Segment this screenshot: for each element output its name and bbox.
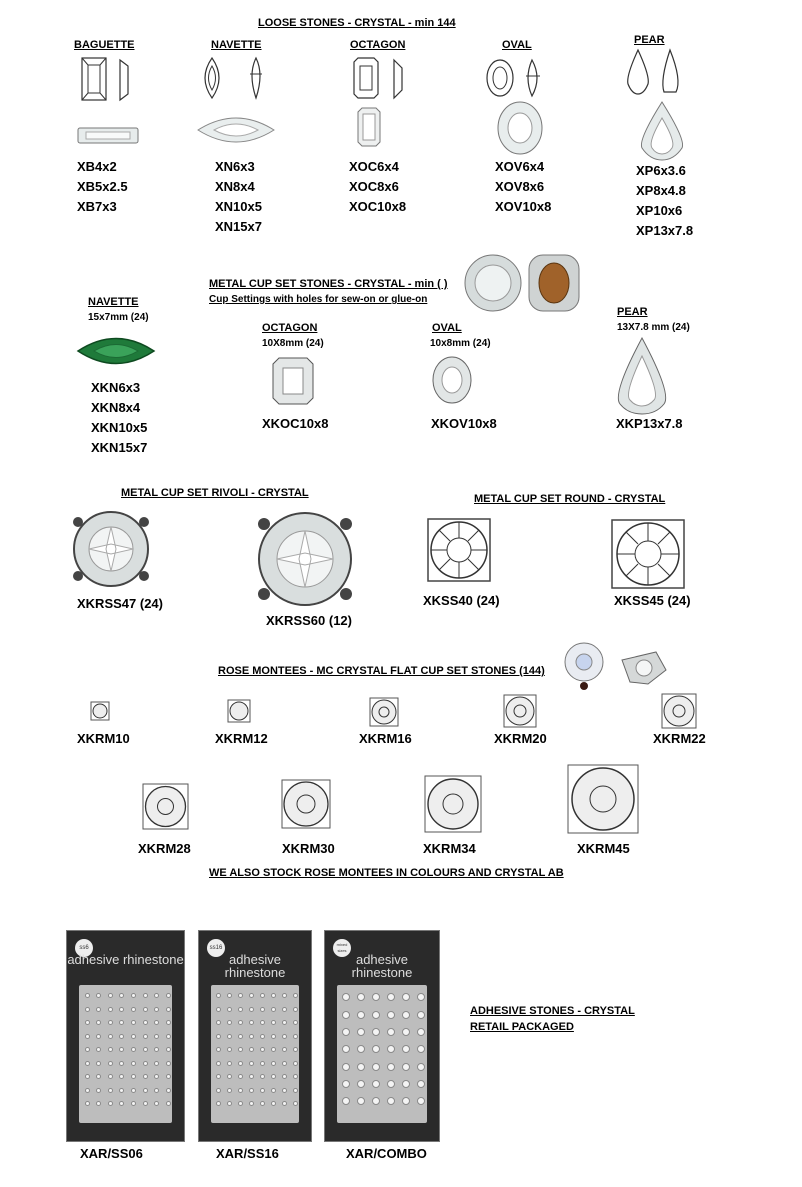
- pear-codes: [636, 161, 693, 241]
- rhinestone-dot: [108, 1047, 113, 1052]
- package-stone-card: [79, 985, 172, 1123]
- rhinestone-dot: [249, 1020, 254, 1025]
- cup-oval-image: [432, 356, 472, 404]
- rhinestone-dot: [372, 1097, 380, 1105]
- rivoli-60-image: [256, 510, 354, 608]
- rhinestone-dot: [282, 1020, 287, 1025]
- rhinestone-dot: [154, 1007, 159, 1012]
- rhinestone-dot: [238, 1074, 243, 1079]
- rhinestone-dot: [238, 1088, 243, 1093]
- rose-title: ROSE MONTEES - MC CRYSTAL FLAT CUP SET STONES (144): [218, 665, 545, 677]
- rhinestone-dot: [238, 1020, 243, 1025]
- pear-stone-image: [624, 50, 694, 162]
- rhinestone-dot: [85, 1061, 90, 1066]
- rhinestone-dot: [166, 1020, 171, 1025]
- cup-stones-subtitle: Cup Settings with holes for sew-on or glue-on: [209, 294, 428, 305]
- rose-10-image: [91, 702, 109, 720]
- rivoli-47-image: [72, 510, 150, 588]
- package-size-badge: ss6: [75, 939, 93, 957]
- rhinestone-dot: [143, 1061, 148, 1066]
- rhinestone-dot: [96, 1061, 101, 1066]
- cup-octagon-label: OCTAGON: [262, 322, 318, 334]
- rhinestone-dot: [260, 1020, 265, 1025]
- rhinestone-dot: [96, 1020, 101, 1025]
- cup-oval-label: OVAL: [432, 322, 462, 334]
- rhinestone-dot: [342, 1080, 350, 1088]
- round-45-image: [612, 520, 684, 588]
- code-item: XOC8x6: [349, 179, 399, 194]
- rhinestone-dot: [357, 1011, 365, 1019]
- rhinestone-dot: [271, 1074, 276, 1079]
- rhinestone-dot: [387, 1097, 395, 1105]
- baguette-stone-image: [82, 58, 142, 150]
- rhinestone-dot: [417, 1011, 425, 1019]
- adhesive-combo-code: XAR/COMBO: [346, 1146, 427, 1161]
- cup-octagon-code: XKOC10x8: [262, 416, 329, 431]
- rhinestone-dot: [372, 1045, 380, 1053]
- rhinestone-dot: [166, 993, 171, 998]
- code-item: XN15x7: [215, 219, 262, 234]
- loose-stones-title: LOOSE STONES - CRYSTAL - min 144: [258, 17, 456, 29]
- rhinestone-dot: [372, 1011, 380, 1019]
- rhinestone-dot: [342, 993, 350, 1001]
- rhinestone-dot: [85, 993, 90, 998]
- rhinestone-dot: [131, 1088, 136, 1093]
- code-item: XB4x2: [77, 159, 117, 174]
- cup-oval-size: 10x8mm (24): [430, 338, 491, 349]
- package-title: adhesive rhinestone: [351, 952, 413, 980]
- code-item: XKN6x3: [91, 380, 141, 395]
- rhinestone-dot: [342, 1045, 350, 1053]
- rhinestone-dot: [402, 1063, 410, 1071]
- rhinestone-dot: [372, 993, 380, 1001]
- rhinestone-dot: [249, 1101, 254, 1106]
- rhinestone-dot: [282, 1061, 287, 1066]
- rhinestone-dot: [143, 993, 148, 998]
- octagon-codes: [349, 157, 406, 217]
- rhinestone-dot: [85, 1020, 90, 1025]
- rhinestone-dot: [216, 1047, 221, 1052]
- rhinestone-dot: [227, 1101, 232, 1106]
- rhinestone-dot: [119, 1101, 124, 1106]
- rhinestone-dot: [96, 993, 101, 998]
- cup-pear-code: XKP13x7.8: [616, 416, 683, 431]
- rhinestone-dot: [387, 1028, 395, 1036]
- adhesive-package-combo: [324, 930, 440, 1142]
- adhesive-package-ss16: [198, 930, 312, 1142]
- rhinestone-dot: [342, 1063, 350, 1071]
- baguette-codes: [77, 157, 128, 217]
- code-item: XN8x4: [215, 179, 255, 194]
- code-item: XB7x3: [77, 199, 117, 214]
- rhinestone-dot: [131, 1020, 136, 1025]
- rhinestone-dot: [154, 1101, 159, 1106]
- rhinestone-dot: [271, 1020, 276, 1025]
- rhinestone-dot: [154, 1074, 159, 1079]
- cup-octagon-image: [273, 358, 313, 404]
- rhinestone-dot: [417, 1063, 425, 1071]
- rhinestone-dot: [282, 1047, 287, 1052]
- rhinestone-dot: [227, 1020, 232, 1025]
- rose-34-image: [425, 776, 481, 832]
- cup-navette-image: [78, 330, 154, 372]
- rhinestone-dot: [131, 1007, 136, 1012]
- rhinestone-dot: [402, 1045, 410, 1053]
- cup-navette-codes: [91, 378, 147, 458]
- package-stone-card: [337, 985, 427, 1123]
- rose-30-image: [282, 780, 330, 828]
- rhinestone-dot: [282, 1088, 287, 1093]
- rose-16-code: XKRM16: [359, 731, 412, 746]
- adhesive-ss06-code: XAR/SS06: [80, 1146, 143, 1161]
- rhinestone-dot: [216, 993, 221, 998]
- rhinestone-dot: [216, 1020, 221, 1025]
- rhinestone-dot: [271, 993, 276, 998]
- round-45-code: XKSS45 (24): [614, 593, 691, 608]
- rhinestone-dot: [260, 1101, 265, 1106]
- rhinestone-dot: [108, 1020, 113, 1025]
- rhinestone-dot: [96, 1007, 101, 1012]
- rhinestone-dot: [293, 1101, 298, 1106]
- cup-pear-size: 13X7.8 mm (24): [617, 322, 690, 333]
- rose-20-image: [504, 695, 536, 727]
- rhinestone-dot: [119, 1034, 124, 1039]
- rhinestone-dot: [249, 1034, 254, 1039]
- rhinestone-dot: [357, 1045, 365, 1053]
- rose-30-code: XKRM30: [282, 841, 335, 856]
- rhinestone-dot: [143, 1074, 148, 1079]
- rhinestone-dot: [238, 1101, 243, 1106]
- rhinestone-dot: [227, 1007, 232, 1012]
- rhinestone-dot: [417, 993, 425, 1001]
- rivoli-60-code: XKRSS60 (12): [266, 613, 352, 628]
- adhesive-subtitle: RETAIL PACKAGED: [470, 1021, 574, 1033]
- rhinestone-dot: [143, 1101, 148, 1106]
- rhinestone-dot: [119, 1007, 124, 1012]
- adhesive-package-ss06: [66, 930, 185, 1142]
- rhinestone-dot: [238, 993, 243, 998]
- rhinestone-dot: [417, 1080, 425, 1088]
- rhinestone-dot: [271, 1088, 276, 1093]
- rhinestone-dot: [238, 1061, 243, 1066]
- navette-codes: [215, 157, 262, 237]
- rhinestone-dot: [238, 1047, 243, 1052]
- rhinestone-dot: [108, 1074, 113, 1079]
- package-title: adhesive rhinestone: [224, 952, 286, 980]
- rivoli-title: METAL CUP SET RIVOLI - CRYSTAL: [121, 487, 309, 499]
- rhinestone-dot: [282, 1101, 287, 1106]
- rhinestone-dot: [85, 1007, 90, 1012]
- rhinestone-dot: [216, 1101, 221, 1106]
- rhinestone-dot: [96, 1034, 101, 1039]
- rhinestone-dot: [154, 993, 159, 998]
- rhinestone-dot: [227, 1061, 232, 1066]
- rhinestone-dot: [249, 1061, 254, 1066]
- rhinestone-dot: [387, 1063, 395, 1071]
- rhinestone-dot: [293, 1020, 298, 1025]
- rhinestone-dot: [108, 1007, 113, 1012]
- round-40-code: XKSS40 (24): [423, 593, 500, 608]
- rhinestone-dot: [402, 1011, 410, 1019]
- rhinestone-dot: [85, 1088, 90, 1093]
- rose-colours-note: WE ALSO STOCK ROSE MONTEES IN COLOURS AND CRYSTAL AB: [209, 867, 564, 879]
- rhinestone-dot: [260, 1034, 265, 1039]
- rhinestone-dot: [227, 1047, 232, 1052]
- rhinestone-dot: [372, 1028, 380, 1036]
- rhinestone-dot: [108, 993, 113, 998]
- rose-20-code: XKRM20: [494, 731, 547, 746]
- rhinestone-dot: [260, 1061, 265, 1066]
- code-item: XP13x7.8: [636, 223, 694, 238]
- rose-34-code: XKRM34: [423, 841, 476, 856]
- cup-pear-image: [616, 338, 668, 416]
- rhinestone-dot: [282, 1074, 287, 1079]
- rhinestone-dot: [108, 1101, 113, 1106]
- rhinestone-dot: [249, 1088, 254, 1093]
- rhinestone-dot: [119, 1047, 124, 1052]
- cup-stones-title: METAL CUP SET STONES - CRYSTAL - min ( ): [209, 278, 448, 290]
- rose-12-image: [228, 700, 250, 722]
- oval-stone-image: [486, 58, 556, 158]
- adhesive-ss16-code: XAR/SS16: [216, 1146, 279, 1161]
- rhinestone-dot: [108, 1088, 113, 1093]
- rhinestone-dot: [96, 1074, 101, 1079]
- rhinestone-dot: [402, 1080, 410, 1088]
- rivoli-47-code: XKRSS47 (24): [77, 596, 163, 611]
- package-stone-card: [211, 985, 299, 1123]
- rhinestone-dot: [154, 1061, 159, 1066]
- rhinestone-dot: [293, 993, 298, 998]
- rhinestone-dot: [372, 1080, 380, 1088]
- rhinestone-dot: [143, 1047, 148, 1052]
- rhinestone-dot: [227, 1034, 232, 1039]
- rhinestone-dot: [387, 993, 395, 1001]
- rhinestone-dot: [260, 993, 265, 998]
- rhinestone-dot: [216, 1074, 221, 1079]
- cup-setting-example-image: [463, 252, 583, 314]
- rhinestone-dot: [387, 1080, 395, 1088]
- rhinestone-dot: [293, 1074, 298, 1079]
- rhinestone-dot: [96, 1101, 101, 1106]
- rhinestone-dot: [249, 1007, 254, 1012]
- rhinestone-dot: [131, 1101, 136, 1106]
- cup-pear-label: PEAR: [617, 306, 648, 318]
- rhinestone-dot: [271, 1061, 276, 1066]
- rose-45-code: XKRM45: [577, 841, 630, 856]
- rhinestone-dot: [119, 1088, 124, 1093]
- rose-22-code: XKRM22: [653, 731, 706, 746]
- rhinestone-dot: [131, 1034, 136, 1039]
- rhinestone-dot: [85, 1101, 90, 1106]
- rhinestone-dot: [131, 1061, 136, 1066]
- rhinestone-dot: [282, 993, 287, 998]
- rhinestone-dot: [249, 1047, 254, 1052]
- navette-label: NAVETTE: [211, 39, 262, 51]
- rhinestone-dot: [387, 1011, 395, 1019]
- rhinestone-dot: [342, 1028, 350, 1036]
- rhinestone-dot: [293, 1088, 298, 1093]
- code-item: XP8x4.8: [636, 183, 686, 198]
- round-title: METAL CUP SET ROUND - CRYSTAL: [474, 493, 666, 505]
- package-title: adhesive rhinestone: [67, 952, 184, 967]
- rhinestone-dot: [154, 1047, 159, 1052]
- rhinestone-dot: [238, 1007, 243, 1012]
- rhinestone-dot: [96, 1047, 101, 1052]
- rose-28-image: [143, 784, 188, 829]
- rhinestone-dot: [402, 1028, 410, 1036]
- rhinestone-dot: [143, 1007, 148, 1012]
- rhinestone-dot: [166, 1034, 171, 1039]
- rhinestone-dot: [85, 1074, 90, 1079]
- pear-label: PEAR: [634, 34, 665, 46]
- rhinestone-dot: [260, 1088, 265, 1093]
- rhinestone-dot: [143, 1020, 148, 1025]
- rhinestone-dot: [357, 1063, 365, 1071]
- code-item: XKN15x7: [91, 440, 148, 455]
- rhinestone-dot: [282, 1007, 287, 1012]
- rhinestone-dot: [216, 1061, 221, 1066]
- rhinestone-dot: [166, 1061, 171, 1066]
- code-item: XKN8x4: [91, 400, 141, 415]
- rhinestone-dot: [85, 1034, 90, 1039]
- rhinestone-dot: [293, 1061, 298, 1066]
- round-40-image: [428, 519, 490, 581]
- rhinestone-dot: [216, 1034, 221, 1039]
- oval-label: OVAL: [502, 39, 532, 51]
- rhinestone-dot: [85, 1047, 90, 1052]
- rhinestone-dot: [249, 1074, 254, 1079]
- rhinestone-dot: [342, 1011, 350, 1019]
- rhinestone-dot: [166, 1047, 171, 1052]
- rose-12-code: XKRM12: [215, 731, 268, 746]
- rhinestone-dot: [238, 1034, 243, 1039]
- rhinestone-dot: [96, 1088, 101, 1093]
- rhinestone-dot: [282, 1034, 287, 1039]
- code-item: XP10x6: [636, 203, 683, 218]
- rhinestone-dot: [271, 1101, 276, 1106]
- rhinestone-dot: [271, 1007, 276, 1012]
- rhinestone-dot: [417, 1045, 425, 1053]
- rhinestone-dot: [119, 1074, 124, 1079]
- rhinestone-dot: [154, 1034, 159, 1039]
- cup-navette-size: 15x7mm (24): [88, 312, 149, 323]
- rhinestone-dot: [402, 1097, 410, 1105]
- rhinestone-dot: [143, 1034, 148, 1039]
- code-item: XKN10x5: [91, 420, 148, 435]
- rhinestone-dot: [417, 1097, 425, 1105]
- baguette-label: BAGUETTE: [74, 39, 135, 51]
- rhinestone-dot: [131, 1047, 136, 1052]
- rhinestone-dot: [131, 1074, 136, 1079]
- rhinestone-dot: [357, 993, 365, 1001]
- rhinestone-dot: [227, 1088, 232, 1093]
- rhinestone-dot: [166, 1101, 171, 1106]
- code-item: XP6x3.6: [636, 163, 686, 178]
- rhinestone-dot: [271, 1034, 276, 1039]
- rhinestone-dot: [293, 1034, 298, 1039]
- rhinestone-dot: [357, 1080, 365, 1088]
- code-item: XOV8x6: [495, 179, 545, 194]
- code-item: XN6x3: [215, 159, 255, 174]
- code-item: XOC10x8: [349, 199, 407, 214]
- rhinestone-dot: [293, 1007, 298, 1012]
- cup-navette-label: NAVETTE: [88, 296, 139, 308]
- cup-oval-code: XKOV10x8: [431, 416, 497, 431]
- rhinestone-dot: [260, 1047, 265, 1052]
- rhinestone-dot: [143, 1088, 148, 1093]
- rhinestone-dot: [154, 1088, 159, 1093]
- rhinestone-dot: [357, 1028, 365, 1036]
- code-item: XN10x5: [215, 199, 262, 214]
- rose-montee-example-image: [560, 642, 670, 692]
- code-item: XOC6x4: [349, 159, 399, 174]
- rhinestone-dot: [387, 1045, 395, 1053]
- rhinestone-dot: [119, 1061, 124, 1066]
- adhesive-title: ADHESIVE STONES - CRYSTAL: [470, 1005, 635, 1017]
- rhinestone-dot: [108, 1034, 113, 1039]
- rhinestone-dot: [293, 1047, 298, 1052]
- rhinestone-dot: [342, 1097, 350, 1105]
- rose-28-code: XKRM28: [138, 841, 191, 856]
- rhinestone-dot: [417, 1028, 425, 1036]
- cup-octagon-size: 10X8mm (24): [262, 338, 324, 349]
- rhinestone-dot: [260, 1007, 265, 1012]
- package-size-badge: mixed sizes: [333, 939, 351, 957]
- rhinestone-dot: [249, 993, 254, 998]
- rhinestone-dot: [271, 1047, 276, 1052]
- rhinestone-dot: [166, 1074, 171, 1079]
- code-item: XOV10x8: [495, 199, 552, 214]
- rhinestone-dot: [372, 1063, 380, 1071]
- rhinestone-dot: [227, 993, 232, 998]
- oval-codes: [495, 157, 551, 217]
- rhinestone-dot: [260, 1074, 265, 1079]
- rhinestone-dot: [227, 1074, 232, 1079]
- rhinestone-dot: [402, 993, 410, 1001]
- octagon-stone-image: [354, 58, 414, 150]
- rose-22-image: [662, 694, 696, 728]
- rhinestone-dot: [166, 1088, 171, 1093]
- rhinestone-dot: [119, 1020, 124, 1025]
- rose-45-image: [568, 765, 638, 833]
- rose-16-image: [370, 698, 398, 726]
- rhinestone-dot: [357, 1097, 365, 1105]
- rhinestone-dot: [108, 1061, 113, 1066]
- rhinestone-dot: [216, 1088, 221, 1093]
- rhinestone-dot: [119, 993, 124, 998]
- rose-10-code: XKRM10: [77, 731, 130, 746]
- code-item: XB5x2.5: [77, 179, 128, 194]
- rhinestone-dot: [216, 1007, 221, 1012]
- rhinestone-dot: [154, 1020, 159, 1025]
- octagon-label: OCTAGON: [350, 39, 406, 51]
- rhinestone-dot: [131, 993, 136, 998]
- rhinestone-dot: [166, 1007, 171, 1012]
- package-size-badge: ss16: [207, 939, 225, 957]
- code-item: XOV6x4: [495, 159, 545, 174]
- navette-stone-image: [196, 58, 276, 153]
